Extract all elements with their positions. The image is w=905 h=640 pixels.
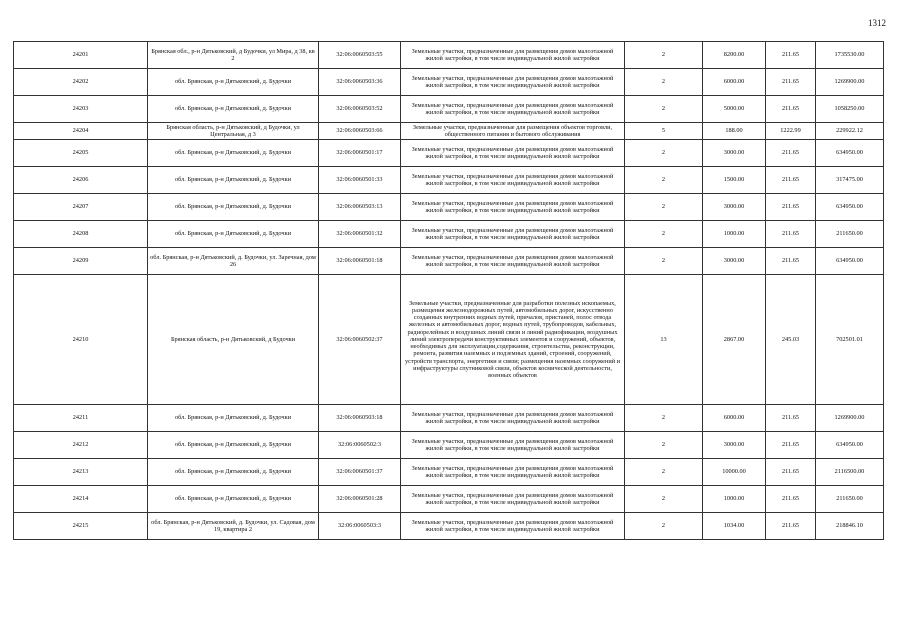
specific-value-cell: 211.65 — [766, 194, 816, 221]
group-cell: 5 — [625, 123, 703, 140]
area-cell: 1500.00 — [703, 167, 766, 194]
cadastral-number-cell: 32:06:0060503:52 — [319, 96, 401, 123]
table-row — [14, 69, 884, 96]
area-cell: 6000.00 — [703, 405, 766, 432]
cadastral-number-cell: 32:06:0060501:37 — [319, 459, 401, 486]
area-cell: 10000.00 — [703, 459, 766, 486]
table-row — [14, 248, 884, 275]
table-row — [14, 42, 884, 69]
group-cell: 2 — [625, 432, 703, 459]
specific-value-cell: 211.65 — [766, 42, 816, 69]
area-cell: 3000.00 — [703, 194, 766, 221]
row-id-cell: 24202 — [14, 69, 148, 96]
cadastral-value-cell: 634950.00 — [816, 248, 884, 275]
specific-value-cell: 1222.99 — [766, 123, 816, 140]
cadastral-value-cell: 1269900.00 — [816, 405, 884, 432]
table-row — [14, 167, 884, 194]
area-cell: 1000.00 — [703, 486, 766, 513]
group-cell: 2 — [625, 69, 703, 96]
address-cell: обл. Брянская, р-н Дятьковский, д. Будочки — [148, 140, 319, 167]
land-use-purpose-cell: Земельные участки, предназначенные для размещения домов малоэтажной жилой застройки, в том числе индивидуальной жилой застройки — [401, 405, 625, 432]
row-id-cell: 24215 — [14, 513, 148, 540]
group-cell: 2 — [625, 513, 703, 540]
cadastral-number-cell: 32:06:0060502:37 — [319, 275, 401, 405]
specific-value-cell: 211.65 — [766, 405, 816, 432]
cadastral-number-cell: 32:06:0060501:17 — [319, 140, 401, 167]
cadastral-value-cell: 702501.01 — [816, 275, 884, 405]
table-row — [14, 486, 884, 513]
group-cell: 2 — [625, 96, 703, 123]
row-id-cell: 24203 — [14, 96, 148, 123]
cadastral-number-cell: 32:06:0060503:13 — [319, 194, 401, 221]
cadastral-value-cell: 1058250.00 — [816, 96, 884, 123]
row-id-cell: 24211 — [14, 405, 148, 432]
cadastral-number-cell: 32:06:0060501:18 — [319, 248, 401, 275]
land-use-purpose-cell: Земельные участки, предназначенные для размещения домов малоэтажной жилой застройки, в том числе индивидуальной жилой застройки — [401, 486, 625, 513]
cadastral-number-cell: 32:06:0060501:28 — [319, 486, 401, 513]
specific-value-cell: 211.65 — [766, 140, 816, 167]
group-cell: 2 — [625, 459, 703, 486]
area-cell: 1000.00 — [703, 221, 766, 248]
row-id-cell: 24208 — [14, 221, 148, 248]
cadastral-number-cell: 32:06:0060502:3 — [319, 432, 401, 459]
address-cell: обл. Брянская, р-н Дятьковский, д. Будочки — [148, 96, 319, 123]
cadastral-value-cell: 211650.00 — [816, 486, 884, 513]
area-cell: 8200.00 — [703, 42, 766, 69]
group-cell: 2 — [625, 167, 703, 194]
group-cell: 2 — [625, 221, 703, 248]
cadastral-value-cell: 317475.00 — [816, 167, 884, 194]
specific-value-cell: 211.65 — [766, 248, 816, 275]
cadastral-number-cell: 32:06:0060503:36 — [319, 69, 401, 96]
land-use-purpose-cell: Земельные участки, предназначенные для размещения домов малоэтажной жилой застройки, в том числе индивидуальной жилой застройки — [401, 459, 625, 486]
cadastral-value-cell: 634950.00 — [816, 432, 884, 459]
row-id-cell: 24204 — [14, 123, 148, 140]
specific-value-cell: 211.65 — [766, 513, 816, 540]
group-cell: 2 — [625, 194, 703, 221]
land-use-purpose-cell: Земельные участки, предназначенные для размещения домов малоэтажной жилой застройки, в том числе индивидуальной жилой застройки — [401, 140, 625, 167]
address-cell: обл. Брянская, р-н Дятьковский, д. Будочки — [148, 405, 319, 432]
land-use-purpose-cell: Земельные участки, предназначенные для размещения домов малоэтажной жилой застройки, в том числе индивидуальной жилой застройки — [401, 167, 625, 194]
specific-value-cell: 211.65 — [766, 167, 816, 194]
land-use-purpose-cell: Земельные участки, предназначенные для размещения домов малоэтажной жилой застройки, в том числе индивидуальной жилой застройки — [401, 96, 625, 123]
group-cell: 2 — [625, 405, 703, 432]
area-cell: 1034.00 — [703, 513, 766, 540]
cadastral-value-cell: 634950.00 — [816, 194, 884, 221]
group-cell: 2 — [625, 248, 703, 275]
table-row — [14, 96, 884, 123]
cadastral-number-cell: 32:06:0060503:66 — [319, 123, 401, 140]
row-id-cell: 24201 — [14, 42, 148, 69]
address-cell: обл. Брянская, р-н Дятьковский, д. Будочки — [148, 486, 319, 513]
address-cell: Брянская обл., р-н Дятьковский, д Будочки, ул Мира, д 38, кв 2 — [148, 42, 319, 69]
cadastral-value-cell: 634950.00 — [816, 140, 884, 167]
area-cell: 6000.00 — [703, 69, 766, 96]
address-cell: обл. Брянская, р-н Дятьковский, д. Будочки — [148, 432, 319, 459]
table-row — [14, 140, 884, 167]
land-use-purpose-cell: Земельные участки, предназначенные для размещения домов малоэтажной жилой застройки, в том числе индивидуальной жилой застройки — [401, 69, 625, 96]
cadastral-value-cell: 2116500.00 — [816, 459, 884, 486]
area-cell: 5000.00 — [703, 96, 766, 123]
row-id-cell: 24214 — [14, 486, 148, 513]
row-id-cell: 24213 — [14, 459, 148, 486]
table-row — [14, 513, 884, 540]
cadastral-value-table — [13, 41, 884, 540]
area-cell: 3000.00 — [703, 432, 766, 459]
specific-value-cell: 211.65 — [766, 96, 816, 123]
cadastral-value-cell: 229922.12 — [816, 123, 884, 140]
row-id-cell: 24205 — [14, 140, 148, 167]
row-id-cell: 24210 — [14, 275, 148, 405]
specific-value-cell: 211.65 — [766, 432, 816, 459]
land-use-purpose-cell: Земельные участки, предназначенные для разработки полезных ископаемых, размещения железнодорожных путей, автомобильных дорог, искусственно созданных внутренних водных путей, причалов, пристаней, полос отвода железных и автомобильных дорог, водных путей, трубопроводов, кабельных, радиорелейных и воздушных линий связи и линий радиофикации, воздушных линий электропередачи конструктивных элементов и сооружений, объектов, необходимых для эксплуатации,содержания, строительства, реконструкции, ремонта, развития наземных и подземных зданий, строений, сооружений, устройств транспорта, энергетики и связи; размещения наземных сооружений и инфраструктуры спутниковой связи, объектов космической деятельности, военных объектов — [401, 275, 625, 405]
address-cell: обл. Брянская, р-н Дятьковский, д. Будочки, ул. Заречная, дом 26 — [148, 248, 319, 275]
cadastral-number-cell: 32:06:0060501:32 — [319, 221, 401, 248]
specific-value-cell: 245.03 — [766, 275, 816, 405]
table-row — [14, 432, 884, 459]
group-cell: 2 — [625, 42, 703, 69]
table-row — [14, 194, 884, 221]
row-id-cell: 24212 — [14, 432, 148, 459]
address-cell: обл. Брянская, р-н Дятьковский, д. Будочки — [148, 69, 319, 96]
cadastral-number-cell: 32:06:0060503:18 — [319, 405, 401, 432]
table-row — [14, 459, 884, 486]
land-use-purpose-cell: Земельные участки, предназначенные для размещения домов малоэтажной жилой застройки, в том числе индивидуальной жилой застройки — [401, 194, 625, 221]
specific-value-cell: 211.65 — [766, 221, 816, 248]
area-cell: 3000.00 — [703, 140, 766, 167]
land-use-purpose-cell: Земельные участки, предназначенные для размещения домов малоэтажной жилой застройки, в том числе индивидуальной жилой застройки — [401, 221, 625, 248]
cadastral-number-cell: 32:06:0060503:3 — [319, 513, 401, 540]
table-row — [14, 221, 884, 248]
table-row — [14, 405, 884, 432]
land-use-purpose-cell: Земельные участки, предназначенные для размещения домов малоэтажной жилой застройки, в том числе индивидуальной жилой застройки — [401, 432, 625, 459]
row-id-cell: 24206 — [14, 167, 148, 194]
specific-value-cell: 211.65 — [766, 486, 816, 513]
row-id-cell: 24207 — [14, 194, 148, 221]
cadastral-value-cell: 218846.10 — [816, 513, 884, 540]
cadastral-number-cell: 32:06:0060501:33 — [319, 167, 401, 194]
land-use-purpose-cell: Земельные участки, предназначенные для размещения домов малоэтажной жилой застройки, в том числе индивидуальной жилой застройки — [401, 248, 625, 275]
area-cell: 2867.00 — [703, 275, 766, 405]
land-use-purpose-cell: Земельные участки, предназначенные для размещения домов малоэтажной жилой застройки, в том числе индивидуальной жилой застройки — [401, 513, 625, 540]
table-row — [14, 123, 884, 140]
specific-value-cell: 211.65 — [766, 459, 816, 486]
address-cell: Брянская область, р-н Дятьковский, д Будочки — [148, 275, 319, 405]
land-use-purpose-cell: Земельные участки, предназначенные для размещения объектов торговли, общественного питания и бытового обслуживания — [401, 123, 625, 140]
group-cell: 13 — [625, 275, 703, 405]
page-number: 1312 — [868, 18, 886, 28]
cadastral-number-cell: 32:06:0060503:55 — [319, 42, 401, 69]
table-row — [14, 275, 884, 405]
land-use-purpose-cell: Земельные участки, предназначенные для размещения домов малоэтажной жилой застройки, в том числе индивидуальной жилой застройки — [401, 42, 625, 69]
area-cell: 3000.00 — [703, 248, 766, 275]
group-cell: 2 — [625, 140, 703, 167]
cadastral-value-cell: 211650.00 — [816, 221, 884, 248]
specific-value-cell: 211.65 — [766, 69, 816, 96]
group-cell: 2 — [625, 486, 703, 513]
address-cell: обл. Брянская, р-н Дятьковский, д. Будочки — [148, 194, 319, 221]
address-cell: обл. Брянская, р-н Дятьковский, д. Будочки — [148, 221, 319, 248]
address-cell: Брянская область, р-н Дятьковский, д Будочки, ул Центральная, д 3 — [148, 123, 319, 140]
cadastral-value-cell: 1269900.00 — [816, 69, 884, 96]
area-cell: 188.00 — [703, 123, 766, 140]
row-id-cell: 24209 — [14, 248, 148, 275]
address-cell: обл. Брянская, р-н Дятьковский, д. Будочки, ул. Садовая, дом 19, квартира 2 — [148, 513, 319, 540]
cadastral-value-cell: 1735530.00 — [816, 42, 884, 69]
address-cell: обл. Брянская, р-н Дятьковский, д. Будочки — [148, 459, 319, 486]
address-cell: обл. Брянская, р-н Дятьковский, д. Будочки — [148, 167, 319, 194]
